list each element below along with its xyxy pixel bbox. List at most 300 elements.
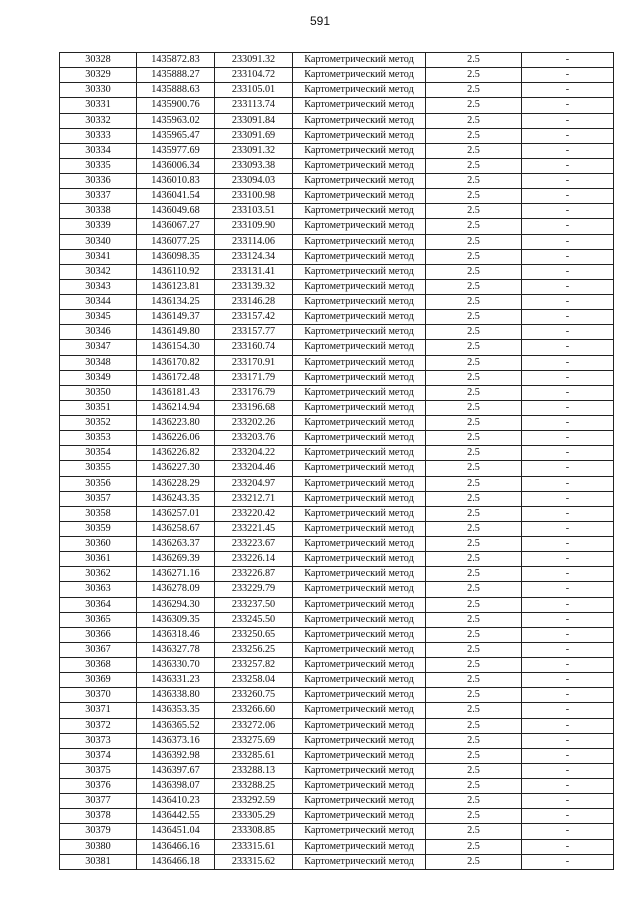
table-row [60,143,614,158]
y-coordinate-cell: 233237.50 [215,597,293,612]
accuracy-cell: 2.5 [426,521,522,536]
page-number: 591 [309,14,331,28]
description-cell: - [522,279,614,294]
x-coordinate-cell: 1436330.70 [137,658,215,673]
description-cell: - [522,688,614,703]
accuracy-cell: 2.5 [426,552,522,567]
method-cell: Картометрический метод [293,370,426,385]
method-cell: Картометрический метод [293,174,426,189]
method-cell: Картометрический метод [293,809,426,824]
y-coordinate-cell: 233105.01 [215,83,293,98]
point-number-cell: 30342 [60,264,137,279]
point-number-cell: 30339 [60,219,137,234]
point-number-cell: 30354 [60,446,137,461]
description-cell: - [522,189,614,204]
y-coordinate-cell: 233250.65 [215,627,293,642]
point-number-cell: 30362 [60,567,137,582]
x-coordinate-cell: 1436010.83 [137,174,215,189]
method-cell: Картометрический метод [293,718,426,733]
table-row [60,446,614,461]
y-coordinate-cell: 233212.71 [215,491,293,506]
accuracy-cell: 2.5 [426,264,522,279]
x-coordinate-cell: 1436257.01 [137,506,215,521]
y-coordinate-cell: 233103.51 [215,204,293,219]
accuracy-cell: 2.5 [426,158,522,173]
description-cell: - [522,53,614,68]
description-cell: - [522,537,614,552]
x-coordinate-cell: 1436278.09 [137,582,215,597]
table-row [60,733,614,748]
method-cell: Картометрический метод [293,839,426,854]
point-number-cell: 30356 [60,476,137,491]
point-number-cell: 30334 [60,143,137,158]
table-row [60,567,614,582]
point-number-cell: 30341 [60,249,137,264]
point-number-cell: 30367 [60,642,137,657]
accuracy-cell: 2.5 [426,310,522,325]
table-row [60,204,614,219]
accuracy-cell: 2.5 [426,295,522,310]
point-number-cell: 30381 [60,854,137,869]
point-number-cell: 30333 [60,128,137,143]
point-number-cell: 30369 [60,673,137,688]
method-cell: Картометрический метод [293,537,426,552]
y-coordinate-cell: 233091.32 [215,53,293,68]
accuracy-cell: 2.5 [426,763,522,778]
description-cell: - [522,854,614,869]
accuracy-cell: 2.5 [426,340,522,355]
y-coordinate-cell: 233308.85 [215,824,293,839]
accuracy-cell: 2.5 [426,748,522,763]
table-row [60,627,614,642]
point-number-cell: 30373 [60,733,137,748]
accuracy-cell: 2.5 [426,567,522,582]
table-row [60,537,614,552]
table-row [60,264,614,279]
point-number-cell: 30380 [60,839,137,854]
point-number-cell: 30340 [60,234,137,249]
method-cell: Картометрический метод [293,325,426,340]
table-row [60,718,614,733]
y-coordinate-cell: 233288.13 [215,763,293,778]
method-cell: Картометрический метод [293,673,426,688]
y-coordinate-cell: 233272.06 [215,718,293,733]
y-coordinate-cell: 233157.42 [215,310,293,325]
x-coordinate-cell: 1436466.18 [137,854,215,869]
description-cell: - [522,642,614,657]
point-number-cell: 30368 [60,658,137,673]
point-number-cell: 30348 [60,355,137,370]
point-number-cell: 30378 [60,809,137,824]
table-row [60,295,614,310]
point-number-cell: 30360 [60,537,137,552]
table-row [60,612,614,627]
accuracy-cell: 2.5 [426,582,522,597]
accuracy-cell: 2.5 [426,703,522,718]
x-coordinate-cell: 1436398.07 [137,779,215,794]
y-coordinate-cell: 233093.38 [215,158,293,173]
table-row [60,400,614,415]
point-number-cell: 30347 [60,340,137,355]
accuracy-cell: 2.5 [426,385,522,400]
x-coordinate-cell: 1436110.92 [137,264,215,279]
accuracy-cell: 2.5 [426,506,522,521]
table-row [60,779,614,794]
x-coordinate-cell: 1436331.23 [137,673,215,688]
method-cell: Картометрический метод [293,83,426,98]
point-number-cell: 30338 [60,204,137,219]
y-coordinate-cell: 233220.42 [215,506,293,521]
y-coordinate-cell: 233204.22 [215,446,293,461]
description-cell: - [522,325,614,340]
point-number-cell: 30344 [60,295,137,310]
table-row [60,582,614,597]
table-row [60,703,614,718]
x-coordinate-cell: 1435872.83 [137,53,215,68]
description-cell: - [522,295,614,310]
method-cell: Картометрический метод [293,779,426,794]
table-row [60,53,614,68]
y-coordinate-cell: 233223.67 [215,537,293,552]
description-cell: - [522,612,614,627]
description-cell: - [522,703,614,718]
accuracy-cell: 2.5 [426,627,522,642]
method-cell: Картометрический метод [293,234,426,249]
accuracy-cell: 2.5 [426,279,522,294]
x-coordinate-cell: 1436263.37 [137,537,215,552]
description-cell: - [522,506,614,521]
point-number-cell: 30363 [60,582,137,597]
description-cell: - [522,355,614,370]
x-coordinate-cell: 1436098.35 [137,249,215,264]
table-row [60,658,614,673]
description-cell: - [522,552,614,567]
x-coordinate-cell: 1436227.30 [137,461,215,476]
table-row [60,809,614,824]
method-cell: Картометрический метод [293,355,426,370]
description-cell: - [522,809,614,824]
method-cell: Картометрический метод [293,642,426,657]
description-cell: - [522,839,614,854]
point-number-cell: 30372 [60,718,137,733]
y-coordinate-cell: 233275.69 [215,733,293,748]
accuracy-cell: 2.5 [426,824,522,839]
point-number-cell: 30337 [60,189,137,204]
y-coordinate-cell: 233131.41 [215,264,293,279]
table-row [60,794,614,809]
accuracy-cell: 2.5 [426,794,522,809]
point-number-cell: 30331 [60,98,137,113]
y-coordinate-cell: 233266.60 [215,703,293,718]
x-coordinate-cell: 1436309.35 [137,612,215,627]
y-coordinate-cell: 233229.79 [215,582,293,597]
table-row [60,68,614,83]
y-coordinate-cell: 233204.97 [215,476,293,491]
description-cell: - [522,234,614,249]
method-cell: Картометрический метод [293,204,426,219]
description-cell: - [522,748,614,763]
method-cell: Картометрический метод [293,219,426,234]
x-coordinate-cell: 1436271.16 [137,567,215,582]
method-cell: Картометрический метод [293,733,426,748]
method-cell: Картометрический метод [293,143,426,158]
description-cell: - [522,264,614,279]
table-row [60,506,614,521]
method-cell: Картометрический метод [293,763,426,778]
table-row [60,128,614,143]
table-row [60,325,614,340]
accuracy-cell: 2.5 [426,219,522,234]
point-number-cell: 30352 [60,416,137,431]
y-coordinate-cell: 233257.82 [215,658,293,673]
x-coordinate-cell: 1436451.04 [137,824,215,839]
accuracy-cell: 2.5 [426,174,522,189]
accuracy-cell: 2.5 [426,854,522,869]
description-cell: - [522,461,614,476]
description-cell: - [522,98,614,113]
point-number-cell: 30376 [60,779,137,794]
accuracy-cell: 2.5 [426,370,522,385]
x-coordinate-cell: 1436392.98 [137,748,215,763]
method-cell: Картометрический метод [293,567,426,582]
accuracy-cell: 2.5 [426,537,522,552]
table-row [60,385,614,400]
description-cell: - [522,567,614,582]
x-coordinate-cell: 1436049.68 [137,204,215,219]
y-coordinate-cell: 233315.61 [215,839,293,854]
y-coordinate-cell: 233196.68 [215,400,293,415]
method-cell: Картометрический метод [293,703,426,718]
x-coordinate-cell: 1436318.46 [137,627,215,642]
point-number-cell: 30370 [60,688,137,703]
accuracy-cell: 2.5 [426,476,522,491]
table-row [60,824,614,839]
x-coordinate-cell: 1436041.54 [137,189,215,204]
method-cell: Картометрический метод [293,597,426,612]
x-coordinate-cell: 1436410.23 [137,794,215,809]
description-cell: - [522,143,614,158]
description-cell: - [522,128,614,143]
method-cell: Картометрический метод [293,295,426,310]
method-cell: Картометрический метод [293,582,426,597]
x-coordinate-cell: 1435977.69 [137,143,215,158]
y-coordinate-cell: 233226.87 [215,567,293,582]
y-coordinate-cell: 233226.14 [215,552,293,567]
accuracy-cell: 2.5 [426,461,522,476]
method-cell: Картометрический метод [293,68,426,83]
method-cell: Картометрический метод [293,552,426,567]
y-coordinate-cell: 233170.91 [215,355,293,370]
method-cell: Картометрический метод [293,431,426,446]
description-cell: - [522,340,614,355]
method-cell: Картометрический метод [293,53,426,68]
point-number-cell: 30336 [60,174,137,189]
point-number-cell: 30379 [60,824,137,839]
description-cell: - [522,824,614,839]
method-cell: Картометрический метод [293,264,426,279]
accuracy-cell: 2.5 [426,658,522,673]
description-cell: - [522,385,614,400]
x-coordinate-cell: 1436223.80 [137,416,215,431]
x-coordinate-cell: 1435888.27 [137,68,215,83]
description-cell: - [522,204,614,219]
table-row [60,189,614,204]
y-coordinate-cell: 233315.62 [215,854,293,869]
point-number-cell: 30350 [60,385,137,400]
y-coordinate-cell: 233146.28 [215,295,293,310]
point-number-cell: 30329 [60,68,137,83]
method-cell: Картометрический метод [293,748,426,763]
accuracy-cell: 2.5 [426,204,522,219]
point-number-cell: 30358 [60,506,137,521]
table-row [60,310,614,325]
accuracy-cell: 2.5 [426,597,522,612]
accuracy-cell: 2.5 [426,128,522,143]
method-cell: Картометрический метод [293,612,426,627]
table-row [60,552,614,567]
method-cell: Картометрический метод [293,249,426,264]
x-coordinate-cell: 1436365.52 [137,718,215,733]
point-number-cell: 30375 [60,763,137,778]
description-cell: - [522,491,614,506]
accuracy-cell: 2.5 [426,143,522,158]
y-coordinate-cell: 233285.61 [215,748,293,763]
description-cell: - [522,658,614,673]
table-row [60,461,614,476]
description-cell: - [522,521,614,536]
accuracy-cell: 2.5 [426,325,522,340]
table-row [60,642,614,657]
coordinates-table-body [60,53,614,870]
accuracy-cell: 2.5 [426,809,522,824]
table-row [60,748,614,763]
method-cell: Картометрический метод [293,461,426,476]
description-cell: - [522,174,614,189]
point-number-cell: 30357 [60,491,137,506]
y-coordinate-cell: 233258.04 [215,673,293,688]
method-cell: Картометрический метод [293,521,426,536]
point-number-cell: 30330 [60,83,137,98]
method-cell: Картометрический метод [293,128,426,143]
x-coordinate-cell: 1436228.29 [137,476,215,491]
table-row [60,370,614,385]
table-row [60,688,614,703]
y-coordinate-cell: 233100.98 [215,189,293,204]
x-coordinate-cell: 1436067.27 [137,219,215,234]
x-coordinate-cell: 1436149.80 [137,325,215,340]
accuracy-cell: 2.5 [426,612,522,627]
y-coordinate-cell: 233171.79 [215,370,293,385]
table-row [60,234,614,249]
description-cell: - [522,370,614,385]
point-number-cell: 30332 [60,113,137,128]
description-cell: - [522,158,614,173]
x-coordinate-cell: 1436123.81 [137,279,215,294]
point-number-cell: 30351 [60,400,137,415]
x-coordinate-cell: 1435888.63 [137,83,215,98]
description-cell: - [522,68,614,83]
description-cell: - [522,416,614,431]
method-cell: Картометрический метод [293,98,426,113]
y-coordinate-cell: 233113.74 [215,98,293,113]
description-cell: - [522,431,614,446]
x-coordinate-cell: 1436269.39 [137,552,215,567]
method-cell: Картометрический метод [293,688,426,703]
accuracy-cell: 2.5 [426,249,522,264]
method-cell: Картометрический метод [293,491,426,506]
accuracy-cell: 2.5 [426,83,522,98]
y-coordinate-cell: 233260.75 [215,688,293,703]
x-coordinate-cell: 1436170.82 [137,355,215,370]
y-coordinate-cell: 233288.25 [215,779,293,794]
accuracy-cell: 2.5 [426,446,522,461]
x-coordinate-cell: 1436172.48 [137,370,215,385]
table-row [60,158,614,173]
x-coordinate-cell: 1436134.25 [137,295,215,310]
point-number-cell: 30377 [60,794,137,809]
y-coordinate-cell: 233091.84 [215,113,293,128]
table-row [60,673,614,688]
description-cell: - [522,673,614,688]
method-cell: Картометрический метод [293,385,426,400]
x-coordinate-cell: 1436338.80 [137,688,215,703]
point-number-cell: 30371 [60,703,137,718]
accuracy-cell: 2.5 [426,779,522,794]
x-coordinate-cell: 1435965.47 [137,128,215,143]
y-coordinate-cell: 233202.26 [215,416,293,431]
description-cell: - [522,446,614,461]
point-number-cell: 30366 [60,627,137,642]
table-row [60,416,614,431]
table-row [60,763,614,778]
y-coordinate-cell: 233203.76 [215,431,293,446]
description-cell: - [522,219,614,234]
point-number-cell: 30328 [60,53,137,68]
method-cell: Картометрический метод [293,627,426,642]
y-coordinate-cell: 233160.74 [215,340,293,355]
accuracy-cell: 2.5 [426,355,522,370]
point-number-cell: 30355 [60,461,137,476]
y-coordinate-cell: 233114.06 [215,234,293,249]
description-cell: - [522,582,614,597]
table-row [60,521,614,536]
table-row [60,279,614,294]
description-cell: - [522,249,614,264]
description-cell: - [522,627,614,642]
accuracy-cell: 2.5 [426,189,522,204]
method-cell: Картометрический метод [293,189,426,204]
y-coordinate-cell: 233176.79 [215,385,293,400]
x-coordinate-cell: 1436181.43 [137,385,215,400]
accuracy-cell: 2.5 [426,839,522,854]
description-cell: - [522,400,614,415]
accuracy-cell: 2.5 [426,113,522,128]
x-coordinate-cell: 1436353.35 [137,703,215,718]
accuracy-cell: 2.5 [426,234,522,249]
point-number-cell: 30359 [60,521,137,536]
method-cell: Картометрический метод [293,446,426,461]
point-number-cell: 30361 [60,552,137,567]
accuracy-cell: 2.5 [426,400,522,415]
table-row [60,219,614,234]
y-coordinate-cell: 233139.32 [215,279,293,294]
description-cell: - [522,733,614,748]
description-cell: - [522,83,614,98]
accuracy-cell: 2.5 [426,688,522,703]
x-coordinate-cell: 1436006.34 [137,158,215,173]
accuracy-cell: 2.5 [426,416,522,431]
x-coordinate-cell: 1435900.76 [137,98,215,113]
